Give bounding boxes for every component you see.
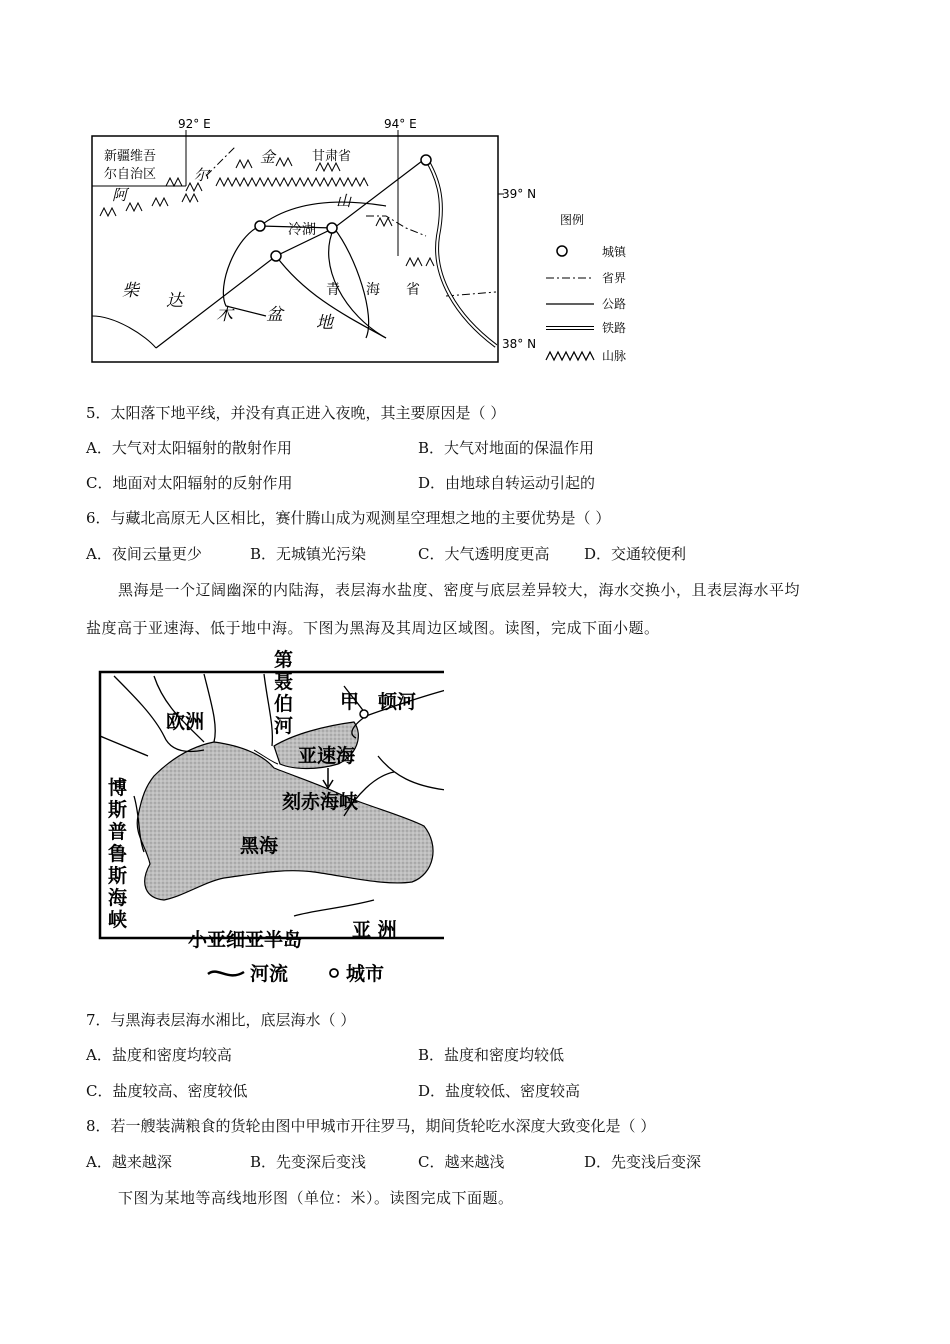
legend-river-label: 河流	[250, 963, 289, 985]
q7-option-a[interactable]: A．盐度和密度均较高	[86, 1046, 232, 1064]
contour-intro: 下图为某地等高线地形图（单位：米）。读图完成下面题。	[118, 1189, 514, 1207]
basin-char-1: 柴	[122, 281, 139, 301]
bosporus-char-1: 博	[108, 777, 128, 799]
qaidam-map	[86, 116, 646, 372]
q5-option-c[interactable]: C．地面对太阳辐射的反射作用	[86, 474, 293, 492]
legend-mountain-label: 山脉	[602, 349, 627, 363]
q5-option-d[interactable]: D．由地球自转运动引起的	[418, 474, 596, 492]
q6-option-d[interactable]: D．交通较便利	[584, 545, 687, 563]
range-char-shan: 山	[336, 192, 352, 210]
bosporus-char-5: 斯	[108, 865, 128, 887]
lat-label-38: 38° N	[502, 337, 537, 351]
black-sea-intro-line1: 黑海是一个辽阔幽深的内陆海，表层海水盐度、密度与底层差异较大，海水交换小，且表层海水平均	[118, 581, 801, 599]
legend-rail-label: 铁路	[602, 321, 627, 335]
legend-city-label: 城市	[346, 963, 385, 985]
q8-option-a[interactable]: A．越来越深	[86, 1153, 172, 1171]
town-marker	[271, 251, 281, 261]
legend-town-label: 城镇	[602, 245, 627, 259]
don-label: 顿河	[378, 691, 417, 713]
q6-option-c[interactable]: C．大气透明度更高	[418, 545, 550, 563]
q5-option-a[interactable]: A．大气对太阳辐射的散射作用	[86, 439, 292, 457]
black-sea-label: 黑海	[240, 835, 279, 857]
qinghai-char-3: 省	[406, 282, 420, 298]
legend-title: 图例	[560, 213, 585, 227]
gansu-label: 甘肃省	[312, 149, 352, 164]
bosporus-char-2: 斯	[108, 799, 128, 821]
dnieper-char-1: 第	[274, 649, 294, 671]
province-boundary	[206, 146, 496, 296]
dnieper-char-3: 伯	[274, 693, 294, 715]
city-jia-marker	[360, 710, 368, 718]
q7-option-b[interactable]: B．盐度和密度均较低	[418, 1046, 565, 1064]
bosporus-char-7: 峡	[108, 909, 128, 931]
lon-label-94: 94° E	[384, 117, 417, 131]
q8-option-c[interactable]: C．越来越浅	[418, 1153, 505, 1171]
range-char-a: 阿	[112, 186, 128, 204]
basin-char-5: 地	[316, 313, 333, 333]
dnieper-char-4: 河	[274, 715, 294, 737]
legend-river-icon	[208, 972, 244, 976]
basin-char-3: 木	[216, 305, 233, 325]
legend-province-label: 省界	[602, 271, 627, 285]
q8-option-b[interactable]: B．先变深后变浅	[250, 1153, 367, 1171]
question-8-stem: 8．若一艘装满粮食的货轮由图中甲城市开往罗马，期间货轮吃水深度大致变化是（ ）	[86, 1117, 656, 1135]
range-char-er: 尔	[194, 166, 210, 184]
qinghai-char-2: 海	[366, 282, 380, 298]
asia-minor-label: 小亚细亚半岛	[188, 929, 303, 951]
azov-label: 亚速海	[298, 745, 356, 767]
q6-option-b[interactable]: B．无城镇光污染	[250, 545, 367, 563]
q7-option-c[interactable]: C．盐度较高、密度较低	[86, 1082, 248, 1100]
legend-road-label: 公路	[602, 297, 627, 311]
basin-boundary	[92, 316, 156, 348]
basin-char-2: 达	[166, 291, 183, 311]
black-sea-intro-line2: 盐度高于亚速海、低于地中海。下图为黑海及其周边区域图。读图，完成下面小题。	[86, 619, 660, 637]
question-5-stem: 5．太阳落下地平线，并没有真正进入夜晚，其主要原因是（ ）	[86, 404, 506, 422]
dnieper-char-2: 聂	[274, 671, 294, 693]
town-marker	[255, 221, 265, 231]
bosporus-char-3: 普	[108, 821, 128, 843]
lenghu-label: 冷湖	[288, 222, 316, 238]
basin-char-4: 盆	[266, 305, 283, 325]
bosporus-char-6: 海	[108, 887, 128, 909]
town-lenghu	[327, 223, 337, 233]
legend-city-icon	[330, 969, 338, 977]
kerch-label: 刻赤海峡	[282, 791, 359, 813]
qinghai-char-1: 青	[326, 282, 340, 298]
town-marker	[421, 155, 431, 165]
question-6-stem: 6．与藏北高原无人区相比，赛什腾山成为观测星空理想之地的主要优势是（ ）	[86, 509, 611, 527]
q8-option-d[interactable]: D．先变浅后变深	[584, 1153, 702, 1171]
lat-label-39: 39° N	[502, 187, 537, 201]
europe-label: 欧洲	[166, 711, 205, 733]
asia-label: 亚 洲	[352, 919, 397, 941]
question-7-stem: 7．与黑海表层海水湘比，底层海水（ ）	[86, 1011, 356, 1029]
lon-label-92: 92° E	[178, 117, 211, 131]
bosporus-char-4: 鲁	[108, 843, 128, 865]
q6-option-a[interactable]: A．夜间云量更少	[86, 545, 202, 563]
q7-option-d[interactable]: D．盐度较低、密度较高	[418, 1082, 581, 1100]
black-sea-map	[94, 646, 444, 986]
jia-label: 甲	[340, 691, 360, 713]
legend-mountain-icon	[546, 352, 594, 360]
q5-option-b[interactable]: B．大气对地面的保温作用	[418, 439, 595, 457]
region-xinjiang-1: 新疆维吾	[104, 149, 157, 164]
region-xinjiang-2: 尔自治区	[104, 167, 157, 182]
legend-town-icon	[557, 246, 567, 256]
range-char-jin: 金	[260, 148, 276, 166]
map1-legend	[546, 212, 627, 363]
